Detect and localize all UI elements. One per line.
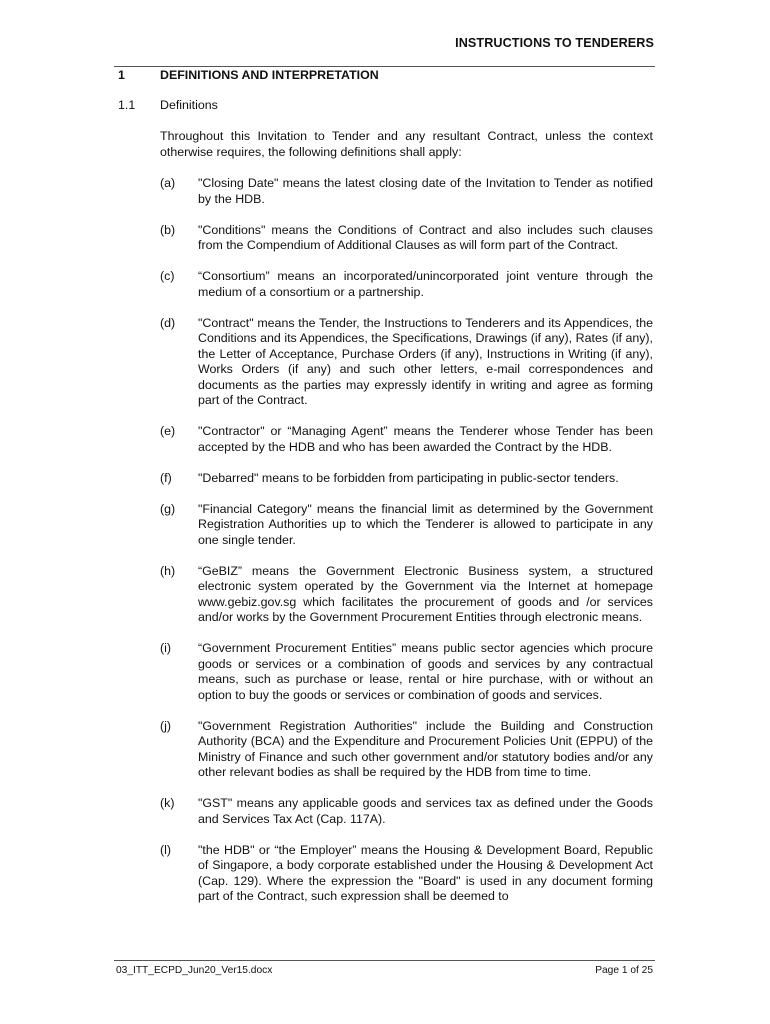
header-rule bbox=[114, 66, 655, 67]
definition-text: "the HDB" or “the Employer” means the Housing & Development Board, Republic of Singapore, a body corporate established under the Housing & Development Act (Cap. 129). Where the expression the "Board" is used in any document forming part of the Contract, such expression shall be deemed to bbox=[198, 842, 653, 903]
definition-label: (g) bbox=[160, 501, 176, 516]
definition-text: “GeBIZ” means the Government Electronic Business system, a structured electronic system operated by the Government via the Internet at homepage www.gebiz.gov.sg which facilitates the procurement of goods and /or services and/or works by the Government Procurement Entities through electronic means. bbox=[198, 563, 653, 624]
definition-label: (f) bbox=[160, 470, 172, 485]
definition-label: (b) bbox=[160, 222, 176, 237]
definition-item bbox=[160, 502, 653, 549]
definition-text: "Government Registration Authorities" include the Building and Construction Authority (BCA) and the Expenditure and Procurement Policies Unit (EPPU) of the Ministry of Finance and such other government and/or statutory bodies and/or any other relevant bodies as shall be required by the HDB from time to time. bbox=[198, 718, 653, 779]
definitions-list bbox=[160, 176, 653, 920]
definition-label: (l) bbox=[160, 842, 172, 857]
definition-item bbox=[160, 641, 653, 703]
footer-filename: 03_ITT_ECPD_Jun20_Ver15.docx bbox=[116, 965, 273, 976]
definition-text: "Conditions" means the Conditions of Contract and also includes such clauses from the Compendium of Additional Clauses as will form part of the Contract. bbox=[198, 222, 653, 252]
header-title: INSTRUCTIONS TO TENDERERS bbox=[455, 36, 654, 50]
definition-item bbox=[160, 316, 653, 409]
definition-label: (a) bbox=[160, 176, 176, 190]
definition-text: "Debarred" means to be forbidden from participating in public-sector tenders. bbox=[198, 470, 619, 485]
definition-label: (j) bbox=[160, 718, 172, 733]
definition-label: (h) bbox=[160, 563, 176, 578]
footer-rule bbox=[114, 960, 655, 961]
definition-text: “Consortium” means an incorporated/unincorporated joint venture through the medium of a consortium or a partnership. bbox=[198, 269, 653, 299]
intro-paragraph: Throughout this Invitation to Tender and any resultant Contract, unless the context otherwise requires, the following definitions shall apply: bbox=[160, 129, 653, 159]
definition-item bbox=[160, 796, 653, 827]
definition-label: (c) bbox=[160, 269, 175, 283]
definition-item bbox=[160, 176, 653, 207]
definition-label: (k) bbox=[160, 796, 175, 810]
section-title: DEFINITIONS AND INTERPRETATION bbox=[160, 68, 379, 82]
subsection-title: Definitions bbox=[160, 98, 218, 112]
definition-item bbox=[160, 471, 653, 487]
definition-text: “Government Procurement Entities” means public sector agencies which procure goods or services or a combination of goods and services by any contractual means, such as purchase or lease, rental or hire purchase, with or without an option to buy the goods or services or combination of goods and services. bbox=[198, 641, 653, 702]
definition-item bbox=[160, 719, 653, 781]
definition-item bbox=[160, 269, 653, 300]
definition-label: (e) bbox=[160, 424, 176, 438]
footer-page-number: Page 1 of 25 bbox=[595, 965, 653, 976]
definition-item bbox=[160, 424, 653, 455]
definition-text: "GST" means any applicable goods and services tax as defined under the Goods and Services Tax Act (Cap. 117A). bbox=[198, 796, 653, 826]
definition-item bbox=[160, 843, 653, 905]
definition-text: "Financial Category" means the financial limit as determined by the Government Registration Authorities up to which the Tenderer is allowed to participate in any one single tender. bbox=[198, 501, 653, 547]
definition-text: "Contractor" or “Managing Agent” means the Tenderer whose Tender has been accepted by the HDB and who has been awarded the Contract by the HDB. bbox=[198, 424, 653, 454]
definition-text: "Contract" means the Tender, the Instructions to Tenderers and its Appendices, the Conditions and its Appendices, the Specifications, Drawings (if any), Rates (if any), the Letter of Acceptance, Purchase Orders (if any), Instructions in Writing (if any), Works Orders (if any) and such other letters, e-mail correspondences and documents as the parties may expressly identify in writing and agree as forming part of the Contract. bbox=[198, 315, 653, 407]
definition-item bbox=[160, 564, 653, 626]
section-number: 1 bbox=[118, 68, 125, 82]
subsection-number: 1.1 bbox=[118, 98, 136, 112]
definition-label: (d) bbox=[160, 315, 176, 330]
definition-item bbox=[160, 223, 653, 254]
definition-text: "Closing Date" means the latest closing date of the Invitation to Tender as notified by the HDB. bbox=[198, 176, 653, 206]
definition-label: (i) bbox=[160, 641, 172, 655]
